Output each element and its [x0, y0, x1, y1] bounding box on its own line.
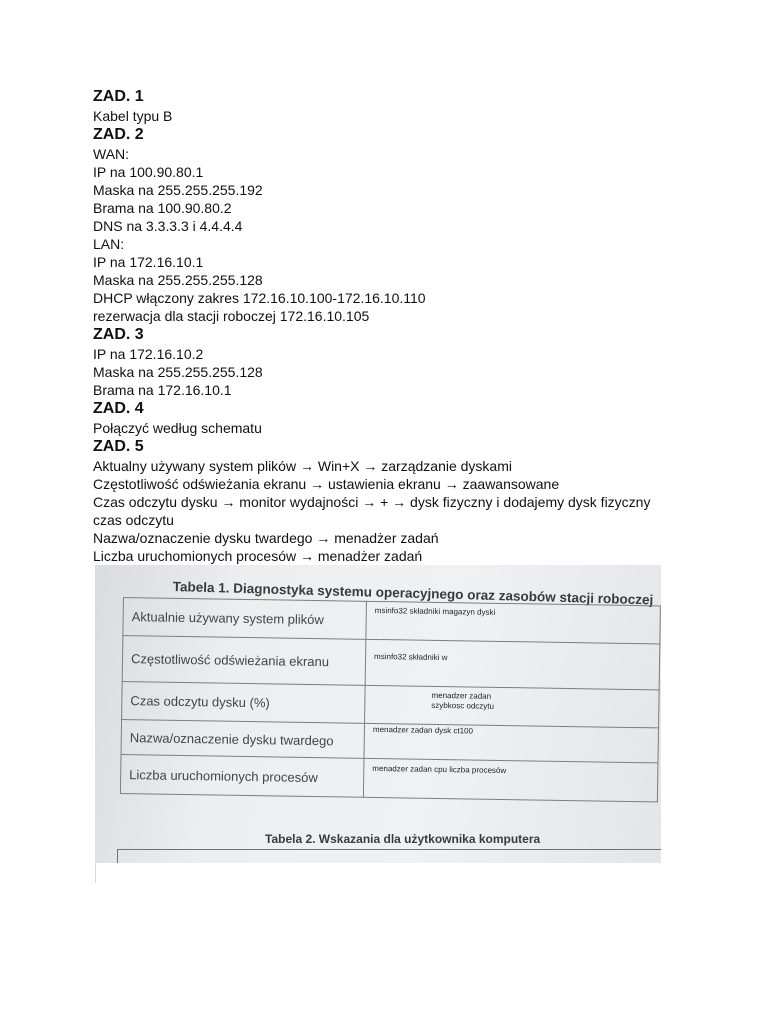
row-answer-cell	[365, 685, 660, 728]
section-zad-1	[93, 87, 673, 125]
section-line: DHCP włączony zakres 172.16.10.100-172.16.10.110	[93, 290, 426, 306]
table-2-caption: Tabela 2. Wskazania dla użytkownika komputera	[265, 832, 541, 846]
section-line: Liczba uruchomionych procesów → menadżer zadań	[93, 548, 423, 564]
table-row	[120, 754, 658, 801]
row-answer: menadzer zadan dysk ct100	[364, 723, 659, 763]
section-zad-2	[93, 125, 673, 325]
row-answer: menadzer zadan cpu liczba procesów	[363, 758, 658, 802]
table-1	[120, 597, 661, 802]
section-line: Maska na 255.255.255.128	[93, 364, 263, 380]
row-answer: menadzer zadan	[431, 690, 492, 701]
worksheet-photo	[95, 565, 661, 863]
section-line: Czas odczytu dysku → monitor wydajności → + → dysk fizyczny i dodajemy dysk fizyczny czas odczytu	[93, 494, 651, 528]
section-line: Aktualny używany system plików → Win+X → zarządzanie dyskami	[93, 458, 512, 474]
section-zad-5	[93, 437, 673, 565]
row-label: Aktualnie używany system plików	[123, 598, 367, 640]
section-line: DNS na 3.3.3.3 i 4.4.4.4	[93, 218, 243, 234]
section-line: Nazwa/oznaczenie dysku twardego → menadżer zadań	[93, 530, 439, 546]
section-line: Brama na 100.90.80.2	[93, 200, 232, 216]
section-line: Maska na 255.255.255.128	[93, 272, 263, 288]
section-line: LAN:	[93, 236, 125, 252]
row-answer: msinfo32 składniki w	[365, 639, 660, 690]
row-answer: msinfo32 składniki magazyn dyski	[366, 601, 661, 644]
table-2-frame	[117, 849, 661, 863]
row-label: Liczba uruchomionych procesów	[120, 754, 364, 797]
section-line: Maska na 255.255.255.192	[93, 182, 263, 198]
document-body	[93, 87, 673, 565]
row-label: Czas odczytu dysku (%)	[122, 681, 366, 723]
section-heading: ZAD. 2	[93, 126, 144, 143]
section-heading: ZAD. 1	[93, 88, 144, 105]
section-line: WAN:	[93, 146, 130, 162]
section-heading: ZAD. 5	[93, 438, 144, 455]
section-line: IP na 172.16.10.2	[93, 346, 204, 362]
row-label: Nazwa/oznaczenie dysku twardego	[121, 719, 365, 758]
section-zad-3	[93, 325, 673, 399]
section-line: rezerwacja dla stacji roboczej 172.16.10.105	[93, 308, 370, 324]
section-line: Brama na 172.16.10.1	[93, 382, 232, 398]
section-line: IP na 100.90.80.1	[93, 164, 204, 180]
section-line: IP na 172.16.10.1	[93, 254, 204, 270]
section-zad-4	[93, 399, 673, 437]
table-1-caption: Tabela 1. Diagnostyka systemu operacyjnego oraz zasobów stacji roboczej	[172, 579, 654, 608]
section-line: Kabel typu B	[93, 108, 173, 124]
section-heading: ZAD. 3	[93, 326, 144, 343]
page-edge-line	[95, 863, 96, 883]
row-answer-line-2: szybkosc odczytu	[431, 700, 495, 711]
section-heading: ZAD. 4	[93, 400, 144, 417]
section-line: Połączyć według schematu	[93, 420, 262, 436]
section-line: Częstotliwość odświeżania ekranu → ustawienia ekranu → zaawansowane	[93, 476, 560, 492]
row-label: Częstotliwość odświeżania ekranu	[122, 636, 366, 686]
